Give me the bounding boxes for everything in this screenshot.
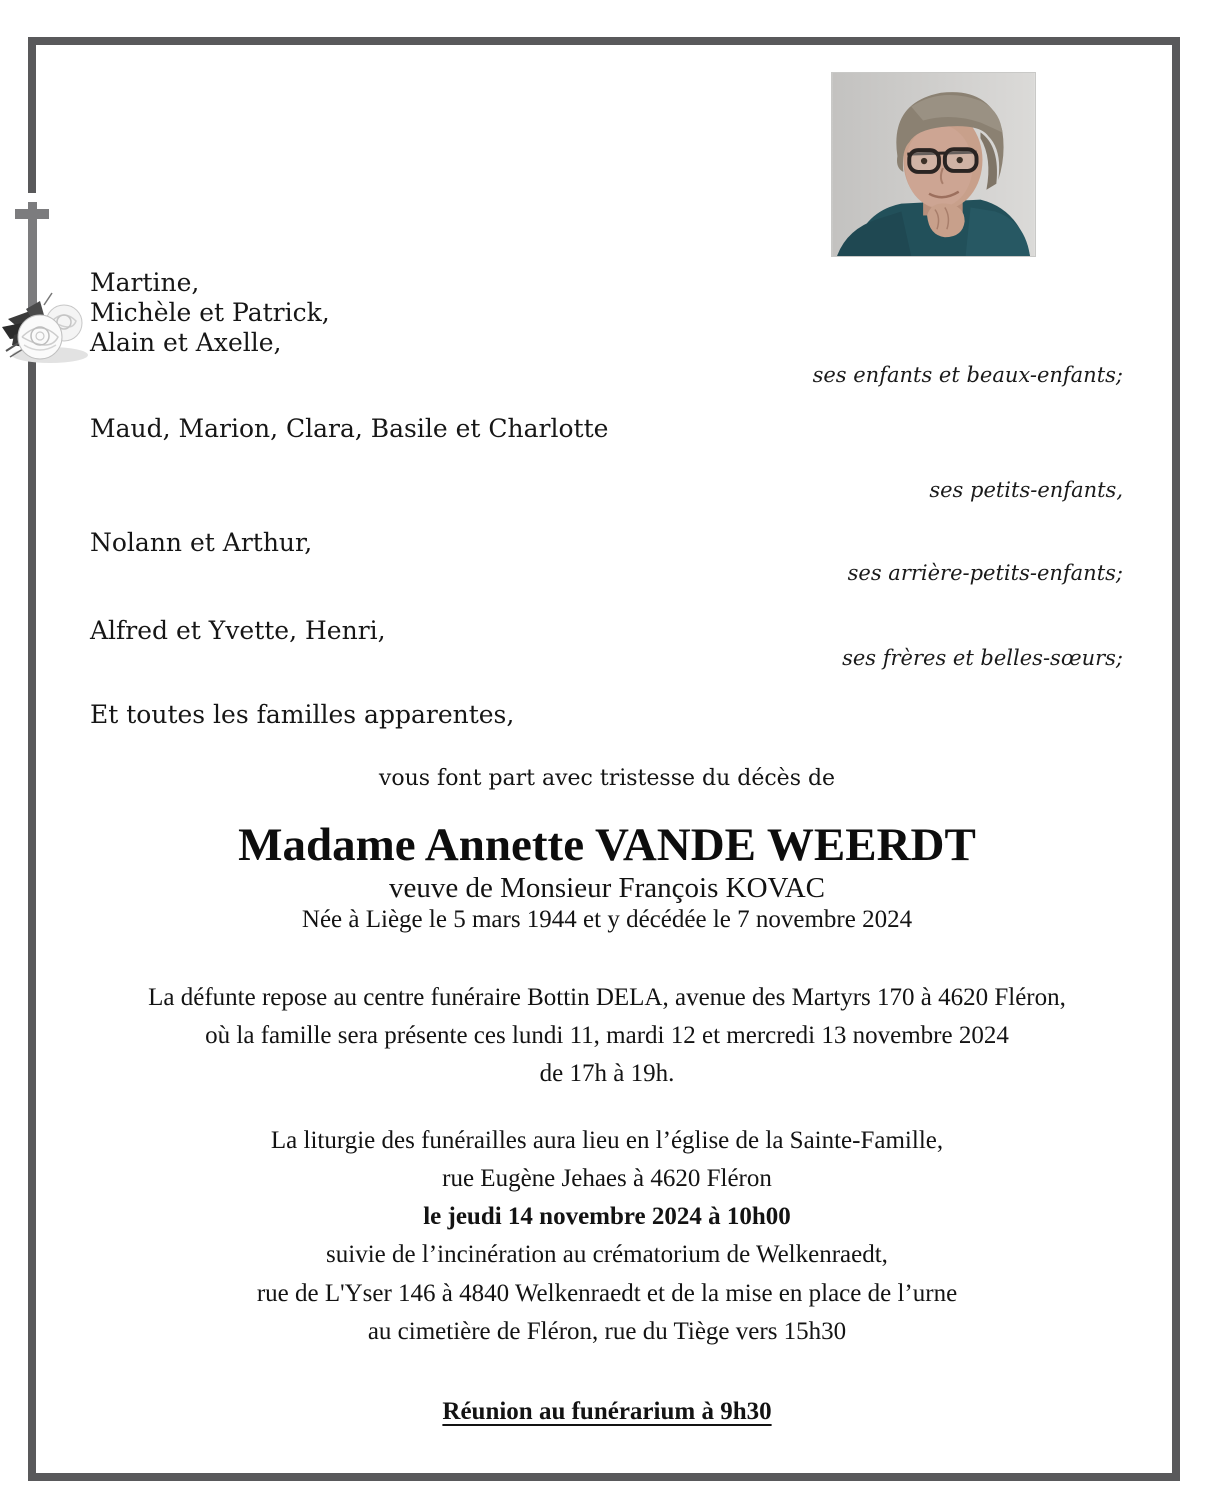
child-name-line: Alain et Axelle, — [90, 328, 282, 357]
visitation-line-2: où la famille sera présente ces lundi 11, mardi 12 et mercredi 13 novembre 2024 — [205, 1022, 1009, 1049]
meeting-line: Réunion au funérarium à 9h30 — [442, 1398, 772, 1425]
funeral-date-line: le jeudi 14 novembre 2024 à 10h00 — [423, 1203, 791, 1230]
frame-border-bottom — [28, 1473, 1180, 1481]
siblings-names: Alfred et Yvette, Henri, — [90, 616, 386, 645]
child-name-line: Michèle et Patrick, — [90, 298, 330, 327]
widow-of-line: veuve de Monsieur François KOVAC — [388, 872, 826, 904]
white-roses-image — [0, 281, 94, 367]
life-dates-line: Née à Liège le 5 mars 1944 et y décédée le 7 novembre 2024 — [301, 906, 913, 933]
siblings-relation: ses frères et belles-sœurs; — [842, 646, 1123, 670]
child-name-line: Martine, — [90, 268, 200, 297]
cross-icon-arm — [15, 209, 49, 219]
deceased-name: Madame Annette VANDE WEERDT — [238, 819, 976, 871]
funeral-line-5: rue de L'Yser 146 à 4840 Welkenraedt et de la mise en place de l’urne — [256, 1280, 958, 1307]
grandchildren-names: Maud, Marion, Clara, Basile et Charlotte — [90, 414, 609, 443]
frame-border-top — [28, 37, 1180, 45]
great-grandchildren-names: Nolann et Arthur, — [90, 528, 313, 557]
children-relation: ses enfants et beaux-enfants; — [812, 363, 1123, 387]
portrait-photo — [831, 72, 1036, 257]
frame-border-left-upper — [28, 37, 36, 193]
funeral-line-1: La liturgie des funérailles aura lieu en l’église de la Sainte-Famille, — [270, 1127, 944, 1154]
funeral-line-4: suivie de l’incinération au crématorium de Welkenraedt, — [326, 1241, 888, 1268]
announcement-intro: vous font part avec tristesse du décès de — [378, 766, 836, 791]
funeral-line-6: au cimetière de Fléron, rue du Tiège vers 15h30 — [367, 1318, 847, 1345]
visitation-line-1: La défunte repose au centre funéraire Bottin DELA, avenue des Martyrs 170 à 4620 Fléron, — [148, 984, 1066, 1011]
children-names — [90, 268, 330, 358]
funeral-line-2: rue Eugène Jehaes à 4620 Fléron — [442, 1165, 772, 1192]
families-line: Et toutes les familles apparentes, — [90, 700, 515, 729]
great-grandchildren-relation: ses arrière-petits-enfants; — [847, 561, 1123, 585]
grandchildren-relation: ses petits-enfants, — [929, 478, 1123, 502]
visitation-line-3: de 17h à 19h. — [539, 1060, 675, 1087]
